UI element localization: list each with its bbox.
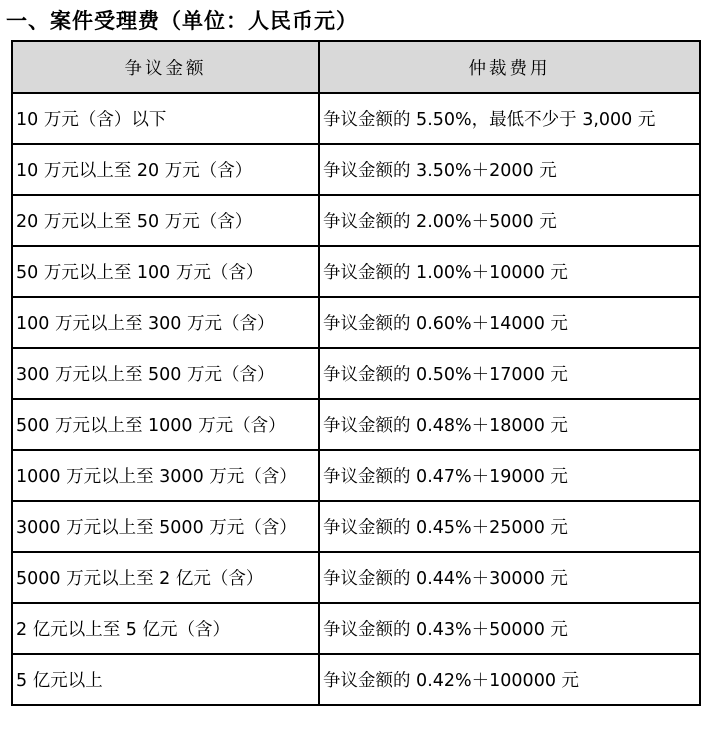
dispute-amount-cell: 10 万元以上至 20 万元（含） <box>12 144 319 195</box>
arbitration-fee-cell: 争议金额的 1.00%＋10000 元 <box>319 246 700 297</box>
table-row <box>12 450 700 501</box>
table-row <box>12 144 700 195</box>
table-row <box>12 501 700 552</box>
dispute-amount-cell: 20 万元以上至 50 万元（含） <box>12 195 319 246</box>
arbitration-fee-cell: 争议金额的 2.00%＋5000 元 <box>319 195 700 246</box>
table-row <box>12 552 700 603</box>
arbitration-fee-cell: 争议金额的 0.44%＋30000 元 <box>319 552 700 603</box>
arbitration-fee-cell: 争议金额的 0.50%＋17000 元 <box>319 348 700 399</box>
dispute-amount-cell: 2 亿元以上至 5 亿元（含） <box>12 603 319 654</box>
dispute-amount-cell: 100 万元以上至 300 万元（含） <box>12 297 319 348</box>
arbitration-fee-cell: 争议金额的 0.60%＋14000 元 <box>319 297 700 348</box>
table-row <box>12 603 700 654</box>
dispute-amount-cell: 10 万元（含）以下 <box>12 93 319 144</box>
dispute-amount-cell: 3000 万元以上至 5000 万元（含） <box>12 501 319 552</box>
fee-table <box>11 40 701 706</box>
arbitration-fee-cell: 争议金额的 0.43%＋50000 元 <box>319 603 700 654</box>
arbitration-fee-cell: 争议金额的 0.48%＋18000 元 <box>319 399 700 450</box>
table-header-row <box>12 41 700 93</box>
dispute-amount-cell: 300 万元以上至 500 万元（含） <box>12 348 319 399</box>
header-arbitration-fee: 仲裁费用 <box>319 41 700 93</box>
arbitration-fee-cell: 争议金额的 0.42%＋100000 元 <box>319 654 700 705</box>
dispute-amount-cell: 1000 万元以上至 3000 万元（含） <box>12 450 319 501</box>
dispute-amount-cell: 5000 万元以上至 2 亿元（含） <box>12 552 319 603</box>
table-row <box>12 93 700 144</box>
header-dispute-amount: 争议金额 <box>12 41 319 93</box>
dispute-amount-cell: 5 亿元以上 <box>12 654 319 705</box>
table-row <box>12 399 700 450</box>
table-row <box>12 654 700 705</box>
table-row <box>12 195 700 246</box>
table-row <box>12 297 700 348</box>
table-row <box>12 348 700 399</box>
dispute-amount-cell: 500 万元以上至 1000 万元（含） <box>12 399 319 450</box>
fee-table-body <box>12 93 700 705</box>
arbitration-fee-cell: 争议金额的 0.45%＋25000 元 <box>319 501 700 552</box>
arbitration-fee-cell: 争议金额的 3.50%＋2000 元 <box>319 144 700 195</box>
table-row <box>12 246 700 297</box>
arbitration-fee-cell: 争议金额的 0.47%＋19000 元 <box>319 450 700 501</box>
dispute-amount-cell: 50 万元以上至 100 万元（含） <box>12 246 319 297</box>
arbitration-fee-cell: 争议金额的 5.50%，最低不少于 3,000 元 <box>319 93 700 144</box>
section-heading: 一、案件受理费（单位：人民币元） <box>6 9 358 33</box>
